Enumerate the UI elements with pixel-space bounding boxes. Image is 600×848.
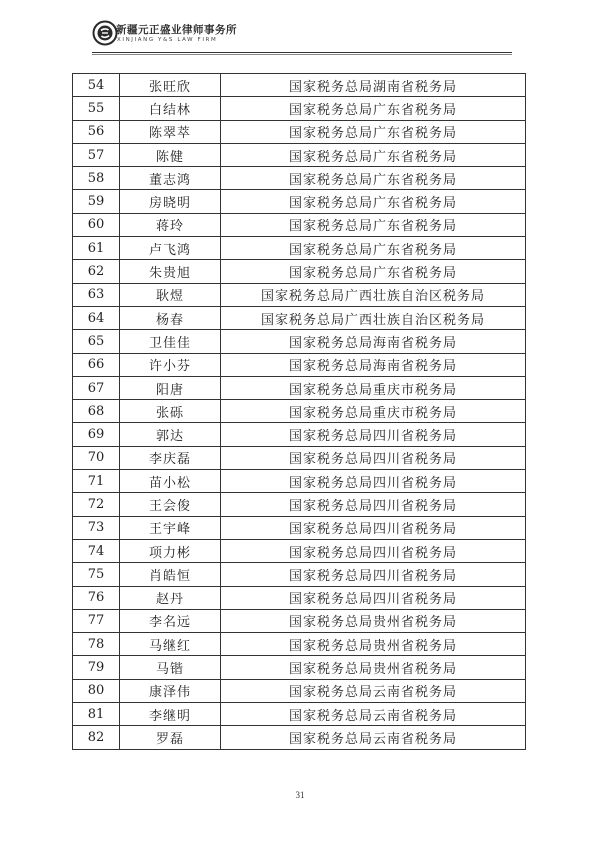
table-row bbox=[73, 167, 526, 190]
page-header bbox=[92, 18, 512, 52]
table-row bbox=[73, 656, 526, 679]
row-number-cell: 66 bbox=[73, 353, 120, 376]
organization-cell: 国家税务总局广东省税务局 bbox=[221, 97, 526, 120]
organization-cell: 国家税务总局广东省税务局 bbox=[221, 190, 526, 213]
firm-name-english: XINJIANG Y&S LAW FIRM bbox=[117, 37, 218, 43]
person-name-cell: 郭达 bbox=[120, 423, 221, 446]
table-row bbox=[73, 609, 526, 632]
table-row bbox=[73, 97, 526, 120]
organization-cell: 国家税务总局云南省税务局 bbox=[221, 726, 526, 749]
table-row bbox=[73, 283, 526, 306]
person-name-cell: 李庆磊 bbox=[120, 446, 221, 469]
person-name-cell: 罗磊 bbox=[120, 726, 221, 749]
table-row bbox=[73, 586, 526, 609]
row-number-cell: 58 bbox=[73, 167, 120, 190]
table-row bbox=[73, 306, 526, 329]
header-divider bbox=[92, 52, 512, 53]
person-name-cell: 肖皓恒 bbox=[120, 563, 221, 586]
table-row bbox=[73, 470, 526, 493]
row-number-cell: 67 bbox=[73, 376, 120, 399]
table-row bbox=[73, 330, 526, 353]
row-number-cell: 72 bbox=[73, 493, 120, 516]
table-row bbox=[73, 423, 526, 446]
organization-cell: 国家税务总局四川省税务局 bbox=[221, 539, 526, 562]
organization-cell: 国家税务总局海南省税务局 bbox=[221, 353, 526, 376]
organization-cell: 国家税务总局广东省税务局 bbox=[221, 260, 526, 283]
organization-cell: 国家税务总局广东省税务局 bbox=[221, 120, 526, 143]
organization-cell: 国家税务总局重庆市税务局 bbox=[221, 400, 526, 423]
row-number-cell: 81 bbox=[73, 703, 120, 726]
organization-cell: 国家税务总局云南省税务局 bbox=[221, 703, 526, 726]
row-number-cell: 62 bbox=[73, 260, 120, 283]
person-name-cell: 苗小松 bbox=[120, 470, 221, 493]
organization-cell: 国家税务总局重庆市税务局 bbox=[221, 376, 526, 399]
row-number-cell: 76 bbox=[73, 586, 120, 609]
firm-name-chinese: 新疆元正盛业律师事务所 bbox=[116, 24, 237, 36]
organization-cell: 国家税务总局广西壮族自治区税务局 bbox=[221, 306, 526, 329]
row-number-cell: 75 bbox=[73, 563, 120, 586]
row-number-cell: 80 bbox=[73, 679, 120, 702]
person-name-cell: 张砾 bbox=[120, 400, 221, 423]
person-name-cell: 马锴 bbox=[120, 656, 221, 679]
row-number-cell: 64 bbox=[73, 306, 120, 329]
row-number-cell: 73 bbox=[73, 516, 120, 539]
organization-cell: 国家税务总局广东省税务局 bbox=[221, 237, 526, 260]
table-row bbox=[73, 260, 526, 283]
row-number-cell: 65 bbox=[73, 330, 120, 353]
organization-cell: 国家税务总局四川省税务局 bbox=[221, 423, 526, 446]
row-number-cell: 71 bbox=[73, 470, 120, 493]
person-name-cell: 房晓明 bbox=[120, 190, 221, 213]
table-row bbox=[73, 633, 526, 656]
person-name-cell: 朱贵旭 bbox=[120, 260, 221, 283]
person-name-cell: 卫佳佳 bbox=[120, 330, 221, 353]
row-number-cell: 60 bbox=[73, 213, 120, 236]
row-number-cell: 61 bbox=[73, 237, 120, 260]
organization-cell: 国家税务总局四川省税务局 bbox=[221, 493, 526, 516]
person-name-cell: 张旺欣 bbox=[120, 74, 221, 97]
header-divider-thin bbox=[92, 54, 512, 55]
person-name-cell: 蒋玲 bbox=[120, 213, 221, 236]
organization-cell: 国家税务总局四川省税务局 bbox=[221, 470, 526, 493]
person-name-cell: 王宇峰 bbox=[120, 516, 221, 539]
table-row bbox=[73, 213, 526, 236]
table-row bbox=[73, 726, 526, 749]
person-name-cell: 赵丹 bbox=[120, 586, 221, 609]
table-row bbox=[73, 679, 526, 702]
row-number-cell: 79 bbox=[73, 656, 120, 679]
person-name-cell: 王会俊 bbox=[120, 493, 221, 516]
person-name-cell: 卢飞鸿 bbox=[120, 237, 221, 260]
organization-cell: 国家税务总局四川省税务局 bbox=[221, 586, 526, 609]
row-number-cell: 54 bbox=[73, 74, 120, 97]
organization-cell: 国家税务总局贵州省税务局 bbox=[221, 633, 526, 656]
page-number: 31 bbox=[295, 790, 305, 800]
table-row bbox=[73, 516, 526, 539]
table-row bbox=[73, 120, 526, 143]
row-number-cell: 55 bbox=[73, 97, 120, 120]
row-number-cell: 78 bbox=[73, 633, 120, 656]
person-name-cell: 李继明 bbox=[120, 703, 221, 726]
organization-cell: 国家税务总局海南省税务局 bbox=[221, 330, 526, 353]
organization-cell: 国家税务总局广东省税务局 bbox=[221, 143, 526, 166]
organization-cell: 国家税务总局云南省税务局 bbox=[221, 679, 526, 702]
law-firm-logo-icon bbox=[92, 20, 118, 46]
table-row bbox=[73, 539, 526, 562]
row-number-cell: 59 bbox=[73, 190, 120, 213]
person-name-cell: 康泽伟 bbox=[120, 679, 221, 702]
table-row bbox=[73, 400, 526, 423]
table-row bbox=[73, 190, 526, 213]
person-name-cell: 阳唐 bbox=[120, 376, 221, 399]
row-number-cell: 57 bbox=[73, 143, 120, 166]
organization-cell: 国家税务总局贵州省税务局 bbox=[221, 609, 526, 632]
table-row bbox=[73, 493, 526, 516]
personnel-table bbox=[72, 73, 526, 750]
organization-cell: 国家税务总局广东省税务局 bbox=[221, 213, 526, 236]
row-number-cell: 69 bbox=[73, 423, 120, 446]
table-row bbox=[73, 74, 526, 97]
table-row bbox=[73, 143, 526, 166]
table-row bbox=[73, 563, 526, 586]
person-name-cell: 项力彬 bbox=[120, 539, 221, 562]
organization-cell: 国家税务总局广西壮族自治区税务局 bbox=[221, 283, 526, 306]
person-name-cell: 杨春 bbox=[120, 306, 221, 329]
person-name-cell: 陈翠萃 bbox=[120, 120, 221, 143]
row-number-cell: 68 bbox=[73, 400, 120, 423]
table-row bbox=[73, 353, 526, 376]
personnel-table-body bbox=[73, 74, 526, 750]
organization-cell: 国家税务总局湖南省税务局 bbox=[221, 74, 526, 97]
table-row bbox=[73, 237, 526, 260]
organization-cell: 国家税务总局四川省税务局 bbox=[221, 446, 526, 469]
table-row bbox=[73, 703, 526, 726]
row-number-cell: 74 bbox=[73, 539, 120, 562]
person-name-cell: 耿煜 bbox=[120, 283, 221, 306]
person-name-cell: 白结林 bbox=[120, 97, 221, 120]
organization-cell: 国家税务总局广东省税务局 bbox=[221, 167, 526, 190]
row-number-cell: 63 bbox=[73, 283, 120, 306]
row-number-cell: 82 bbox=[73, 726, 120, 749]
table-row bbox=[73, 376, 526, 399]
table-row bbox=[73, 446, 526, 469]
person-name-cell: 马继红 bbox=[120, 633, 221, 656]
row-number-cell: 56 bbox=[73, 120, 120, 143]
row-number-cell: 77 bbox=[73, 609, 120, 632]
person-name-cell: 董志鸿 bbox=[120, 167, 221, 190]
person-name-cell: 陈健 bbox=[120, 143, 221, 166]
row-number-cell: 70 bbox=[73, 446, 120, 469]
organization-cell: 国家税务总局四川省税务局 bbox=[221, 563, 526, 586]
organization-cell: 国家税务总局四川省税务局 bbox=[221, 516, 526, 539]
organization-cell: 国家税务总局贵州省税务局 bbox=[221, 656, 526, 679]
person-name-cell: 许小芬 bbox=[120, 353, 221, 376]
person-name-cell: 李名远 bbox=[120, 609, 221, 632]
